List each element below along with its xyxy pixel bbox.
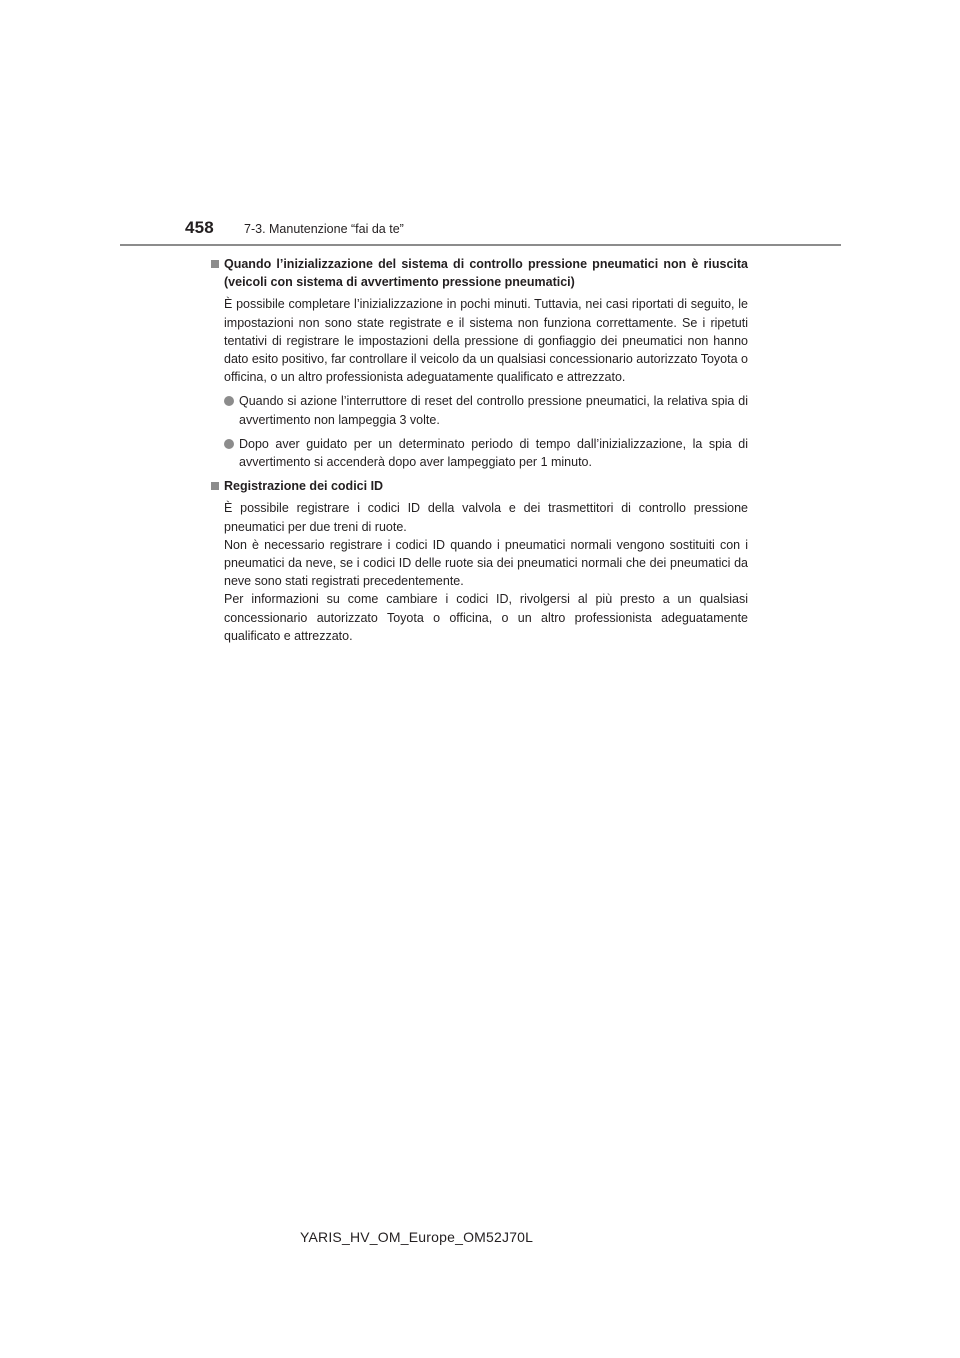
page-content — [210, 255, 748, 645]
heading-text: Registrazione dei codici ID — [224, 479, 384, 494]
section-title: 7-3. Manutenzione “fai da te” — [244, 222, 404, 236]
list-item-text: Quando si azione l’interruttore di reset del controllo pressione pneumatici, la relativa spia di avvertimento non lampeggia 3 volte. — [239, 394, 748, 427]
section-heading-id-codes — [210, 477, 748, 495]
body-paragraph: Non è necessario registrare i codici ID quando i pneumatici normali vengono sostituiti con i pneumatici da neve, se i codici ID delle ruote sia dei pneumatici normali che dei pneumatici da neve sono stati registrati precedentemente. — [224, 537, 748, 589]
page-number: 458 — [185, 218, 214, 237]
list-item — [210, 435, 748, 471]
list-item-text: Dopo aver guidato per un determinato periodo di tempo dall’inizializzazione, la spia di avvertimento si accenderà dopo aver lampeggiato per 1 minuto. — [239, 436, 748, 470]
header-divider — [120, 244, 841, 246]
body-paragraph: Per informazioni su come cambiare i codici ID, rivolgersi al più presto a un qualsiasi concessionario autorizzato Toyota o officina, o un altro professionista adeguatamente qualificato e attrezzato. — [224, 592, 748, 643]
circle-bullet-icon — [224, 396, 234, 406]
square-bullet-icon — [211, 260, 219, 268]
section-heading-initialization — [210, 255, 748, 291]
heading-text: Quando l’inizializzazione del sistema di controllo pressione pneumatici non è riuscita (veicoli con sistema di avvertimento pressione pneumatici) — [224, 257, 748, 290]
square-bullet-icon — [211, 482, 219, 490]
body-paragraph: È possibile registrare i codici ID della valvola e dei trasmettitori di controllo pressione pneumatici per due treni di ruote. — [224, 501, 748, 534]
circle-bullet-icon — [224, 439, 234, 449]
body-paragraph: È possibile completare l’inizializzazione in pochi minuti. Tuttavia, nei casi riportati di seguito, le impostazioni non sono state registrate e il sistema non funziona correttamente. Se i ripetuti tentativi di registrare le impostazioni della pressione di gonfiaggio dei pneumatici non hanno dato esito positivo, far controllare il veicolo da un qualsiasi concessionario autorizzato Toyota o officina, o un altro professionista adeguatamente qualificato e attrezzato. — [224, 297, 748, 385]
list-item — [210, 392, 748, 428]
footer-document-id: YARIS_HV_OM_Europe_OM52J70L — [300, 1229, 534, 1245]
